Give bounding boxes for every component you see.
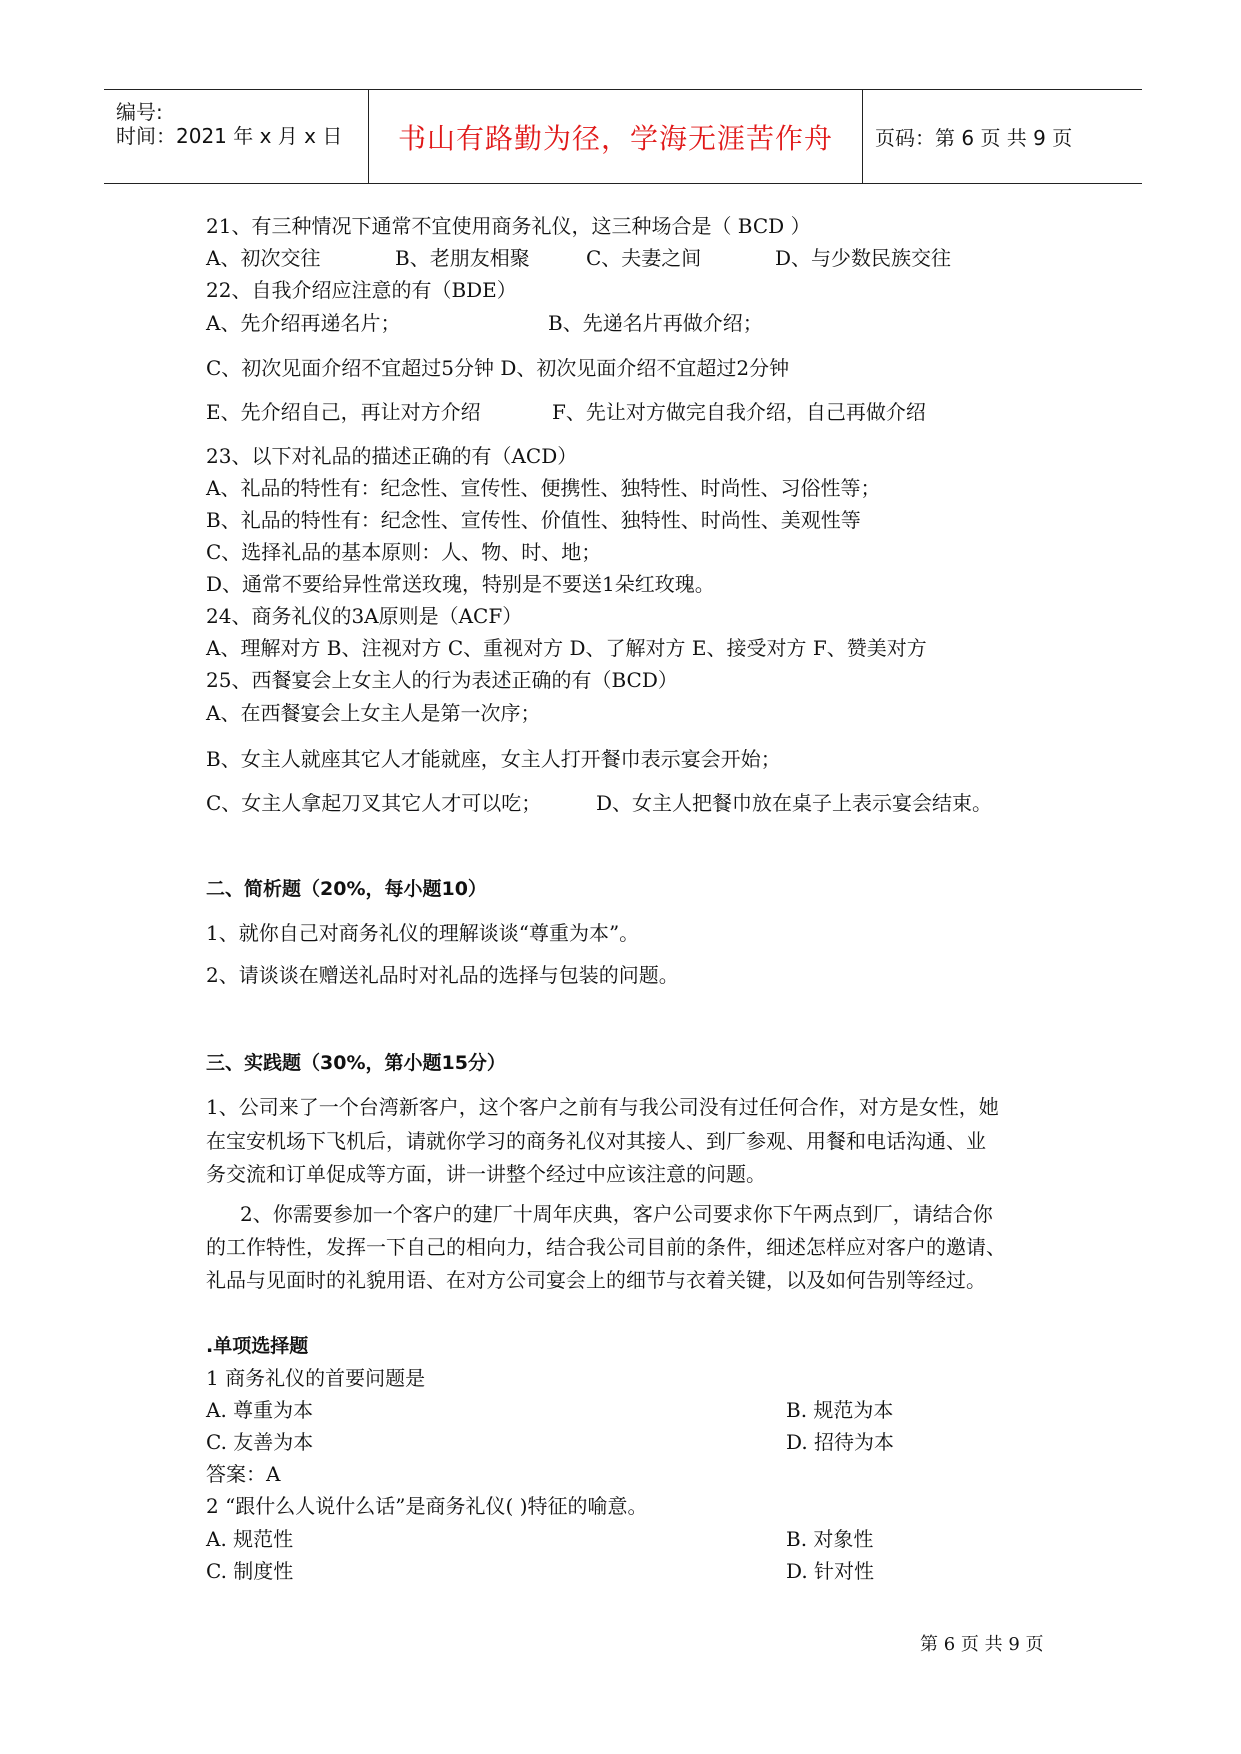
- section-2-heading: 二、简析题（20%，每小题10）: [206, 878, 487, 900]
- s1-option-c: C. 友善为本: [206, 1430, 314, 1454]
- q21-option-b: B、老朋友相聚: [395, 246, 530, 270]
- question-25: 25、西餐宴会上女主人的行为表述正确的有（BCD）: [206, 668, 678, 692]
- q23-option-a: A、礼品的特性有：纪念性、宣传性、便携性、独特性、时尚性、习俗性等；: [206, 476, 881, 500]
- section-2-item-2: 2、请谈谈在赠送礼品时对礼品的选择与包装的问题。: [206, 963, 679, 987]
- s2-option-d: D. 针对性: [786, 1559, 875, 1583]
- single-choice-heading: .单项选择题: [206, 1335, 309, 1357]
- q22-option-a: A、先介绍再递名片；: [206, 311, 401, 335]
- q23-option-b: B、礼品的特性有：纪念性、宣传性、价值性、独特性、时尚性、美观性等: [206, 508, 861, 532]
- section-3-item-1-line-2: 在宝安机场下飞机后，请就你学习的商务礼仪对其接人、到厂参观、用餐和电话沟通、业: [206, 1129, 986, 1153]
- q21-option-c: C、夫妻之间: [586, 246, 702, 270]
- section-3-item-2-line-1: 2、你需要参加一个客户的建厂十周年庆典，客户公司要求你下午两点到厂，请结合你: [240, 1202, 993, 1226]
- section-3-heading: 三、实践题（30%，第小题15分）: [206, 1052, 506, 1074]
- q25-option-b: B、女主人就座其它人才能就座，女主人打开餐巾表示宴会开始；: [206, 747, 781, 771]
- section-3-item-1-line-1: 1、公司来了一个台湾新客户，这个客户之前有与我公司没有过任何合作，对方是女性，她: [206, 1095, 999, 1119]
- question-23: 23、以下对礼品的描述正确的有（ACD）: [206, 444, 578, 468]
- q21-option-d: D、与少数民族交往: [775, 246, 952, 270]
- s1-option-b: B. 规范为本: [786, 1398, 894, 1422]
- s1-option-d: D. 招待为本: [786, 1430, 895, 1454]
- doc-time-label: 时间：2021 年 x 月 x 日: [116, 124, 343, 148]
- s2-option-b: B. 对象性: [786, 1527, 874, 1551]
- question-24: 24、商务礼仪的3A原则是（ACF）: [206, 604, 523, 628]
- q23-option-c: C、选择礼品的基本原则：人、物、时、地；: [206, 540, 602, 564]
- s2-option-a: A. 规范性: [206, 1527, 294, 1551]
- header-page-number: 页码：第 6 页 共 9 页: [875, 126, 1073, 150]
- q21-option-a: A、初次交往: [206, 246, 321, 270]
- s1-answer: 答案：A: [206, 1462, 281, 1486]
- s2-option-c: C. 制度性: [206, 1559, 294, 1583]
- single-question-1: 1 商务礼仪的首要问题是: [206, 1366, 426, 1390]
- section-3-item-2-line-2: 的工作特性，发挥一下自己的相向力，结合我公司目前的条件，细述怎样应对客户的邀请、: [206, 1235, 1006, 1259]
- question-22: 22、自我介绍应注意的有（BDE）: [206, 278, 517, 302]
- q22-options-cd: C、初次见面介绍不宜超过5分钟 D、初次见面介绍不宜超过2分钟: [206, 356, 790, 380]
- q25-option-c: C、女主人拿起刀叉其它人才可以吃；: [206, 791, 542, 815]
- q22-option-f: F、先让对方做完自我介绍，自己再做介绍: [552, 400, 926, 424]
- q25-option-d: D、女主人把餐巾放在桌子上表示宴会结束。: [596, 791, 993, 815]
- s1-option-a: A. 尊重为本: [206, 1398, 314, 1422]
- header-motto: 书山有路勤为径，学海无涯苦作舟: [397, 121, 833, 155]
- q22-option-b: B、先递名片再做介绍；: [548, 311, 763, 335]
- section-2-item-1: 1、就你自己对商务礼仪的理解谈谈“尊重为本”。: [206, 921, 640, 945]
- q23-option-d: D、通常不要给异性常送玫瑰，特别是不要送1朵红玫瑰。: [206, 572, 715, 596]
- q25-option-a: A、在西餐宴会上女主人是第一次序；: [206, 701, 541, 725]
- section-3-item-1-line-3: 务交流和订单促成等方面，讲一讲整个经过中应该注意的问题。: [206, 1162, 766, 1186]
- single-question-2: 2 “跟什么人说什么话”是商务礼仪( )特征的喻意。: [206, 1494, 648, 1518]
- section-3-item-2-line-3: 礼品与见面时的礼貌用语、在对方公司宴会上的细节与衣着关键，以及如何告别等经过。: [206, 1268, 986, 1292]
- q22-option-e: E、先介绍自己，再让对方介绍: [206, 400, 481, 424]
- q24-options: A、理解对方 B、注视对方 C、重视对方 D、了解对方 E、接受对方 F、赞美对方: [206, 636, 927, 660]
- question-21: 21、有三种情况下通常不宜使用商务礼仪，这三种场合是（ BCD ）: [206, 214, 811, 238]
- page-footer: 第 6 页 共 9 页: [920, 1634, 1044, 1655]
- doc-number-label: 编号:: [116, 100, 163, 124]
